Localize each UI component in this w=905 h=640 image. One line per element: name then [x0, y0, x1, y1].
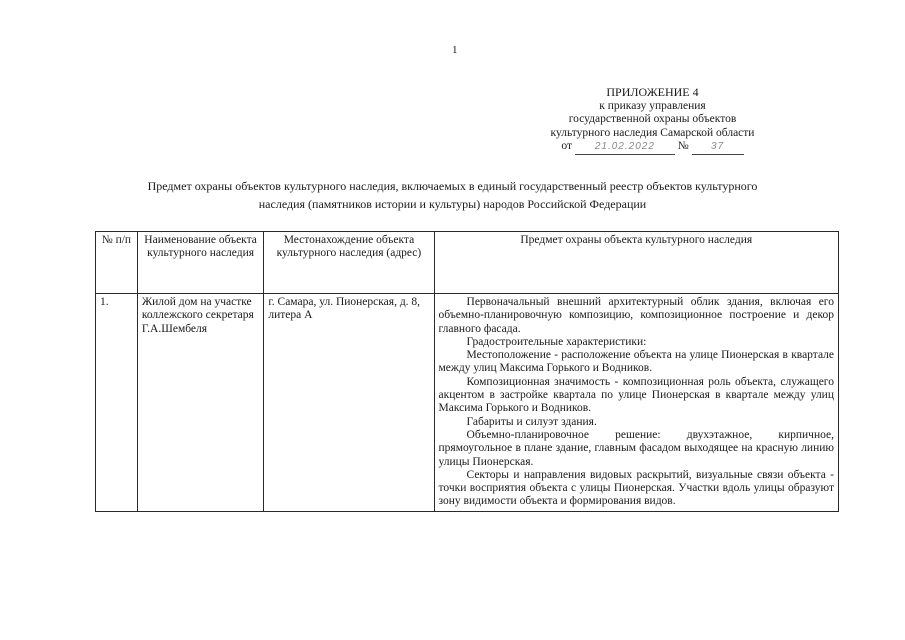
appendix-line: к приказу управления: [599, 99, 706, 112]
header-num: № п/п: [96, 232, 138, 294]
header-location: Местонахождение объекта культурного наследия (адрес): [264, 232, 434, 294]
subject-paragraph: Первоначальный внешний архитектурный облик здания, включая его объемно-планировочную композицию, композиционное построение и декор главного фасада.: [438, 296, 834, 335]
header-name: Наименование объекта культурного наследия: [137, 232, 264, 294]
number-label: №: [677, 140, 689, 152]
handwritten-date: 21.02.2022: [575, 140, 675, 155]
protection-subject: [434, 294, 838, 512]
appendix-line: государственной охраны объектов: [568, 113, 737, 125]
subject-paragraph: Местоположение - расположение объекта на улице Пионерская в квартале между улиц Максима Горького и Водников.: [438, 349, 834, 375]
order-date-line: [520, 140, 785, 155]
document-heading: [95, 177, 810, 213]
date-prefix: от: [561, 140, 572, 152]
page-number: 1: [452, 44, 458, 56]
heading-line: наследия (памятников истории и культуры) народов Российской Федерации: [258, 197, 647, 211]
appendix-line: культурного наследия Самарской области: [550, 126, 755, 139]
row-number: 1.: [96, 294, 138, 512]
subject-paragraph: Габариты и силуэт здания.: [466, 415, 597, 428]
appendix-title: ПРИЛОЖЕНИЕ 4: [606, 85, 699, 99]
object-name: Жилой дом на участке коллежского секретаря Г.А.Шембеля: [137, 294, 264, 512]
appendix-block: [520, 86, 785, 155]
subject-paragraph: Объемно-планировочное решение: двухэтажное, кирпичное, прямоугольное в плане здание, главным фасадом выходящее на красную линию улицы Пионерская.: [438, 428, 834, 468]
table-header-row: [96, 232, 839, 294]
object-location: г. Самара, ул. Пионерская, д. 8, литера А: [264, 294, 434, 512]
subject-paragraph: Композиционная значимость - композиционная роль объекта, служащего акцентом в застройке квартала по улице Пионерская в квартале между улиц Максима Горького и Водников.: [438, 375, 834, 415]
subject-paragraph: Секторы и направления видовых раскрытий, визуальные связи объекта - точки восприятия объекта с улицы Пионерская. Участки вдоль улицы образуют зону видимости объекта и формирования видов.: [438, 468, 834, 508]
handwritten-number: 37: [692, 140, 744, 155]
header-subject: Предмет охраны объекта культурного наследия: [434, 232, 838, 294]
heritage-table: [95, 231, 839, 512]
table-row: [96, 294, 839, 512]
subject-paragraph: Градостроительные характеристики:: [466, 335, 647, 348]
heading-line: Предмет охраны объектов культурного наследия, включаемых в единый государственный реестр объектов культурного: [147, 179, 758, 193]
